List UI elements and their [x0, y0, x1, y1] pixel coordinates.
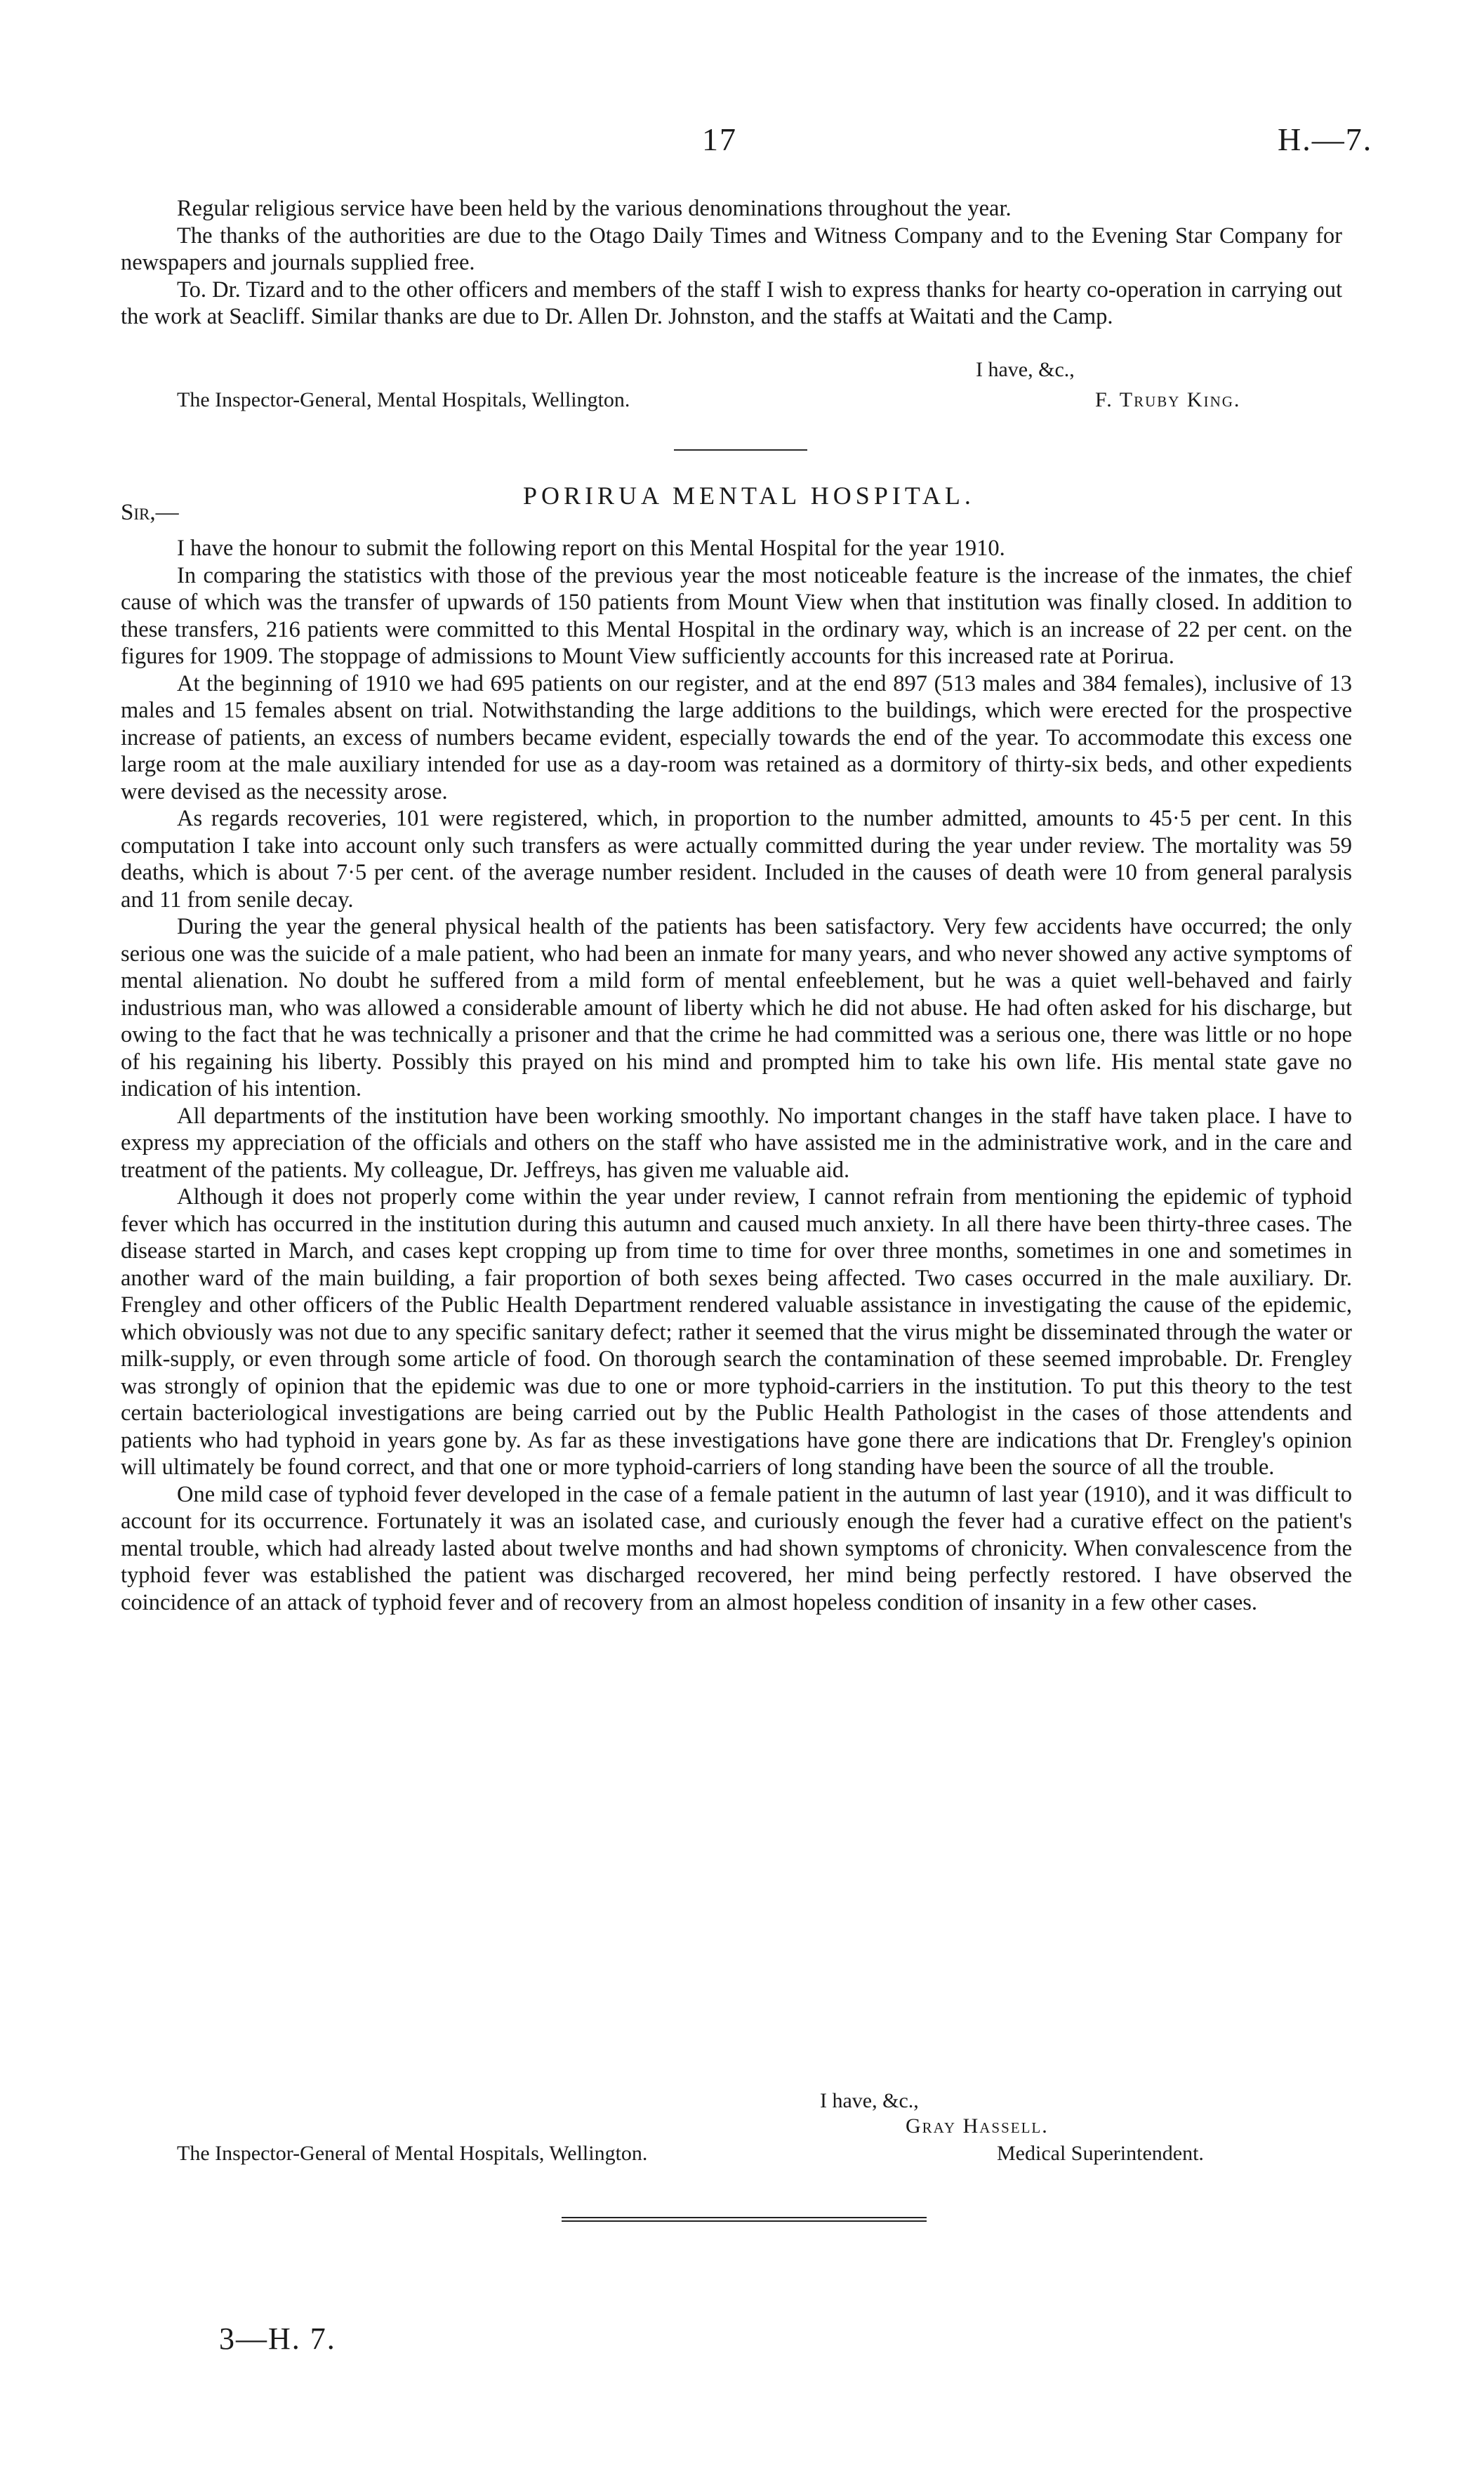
salutation: Sir,— [121, 500, 179, 525]
previous-report-text [121, 195, 1342, 331]
report-signature: Gray Hassell. [906, 2114, 1049, 2138]
report-paragraph: I have the honour to submit the following report on this Mental Hospital for the year 1910. [177, 536, 1005, 561]
signature-title: Medical Superintendent. [997, 2142, 1204, 2165]
previous-paragraph: To. Dr. Tizard and to the other officers and members of the staff I wish to express thanks for hearty co-operation in carrying out the work at Seacliff. Similar thanks are due to Dr. Allen Dr. Johnston, and the staffs at Waitati and the Camp. [121, 277, 1342, 329]
document-reference: H.—7. [1278, 121, 1373, 157]
page-number: 17 [702, 121, 737, 157]
report-paragraph: As regards recoveries, 101 were registered, which, in proportion to the number admitted, amounts to 45·5 per cent. In this computation I take into account only such transfers as were actually committed during the year under review. The mortality was 59 deaths, which is about 7·5 per cent. of the average number resident. Included in the causes of death were 10 from general paralysis and 11 from senile decay. [121, 806, 1352, 913]
previous-closing: I have, &c., [976, 358, 1075, 381]
end-rule [562, 2217, 927, 2221]
previous-signature: F. Truby King. [1095, 388, 1241, 411]
report-addressee: The Inspector-General of Mental Hospitals, Wellington. [177, 2142, 648, 2165]
printer-signature-mark: 3—H. 7. [219, 2321, 336, 2356]
report-title: PORIRUA MENTAL HOSPITAL. [523, 482, 975, 510]
report-body [121, 535, 1352, 1616]
report-paragraph: One mild case of typhoid fever developed in the case of a female patient in the autumn of last year (1910), and it was difficult to account for its occurrence. Fortunately it was an isolated case, and curiously enough the fever had a curative effect on the patient's mental trouble, which had already lasted about twelve months and had shown symptoms of chronicity. When convalescence from the typhoid fever was established the patient was discharged recovered, her mind being perfectly restored. I have observed the coincidence of an attack of typhoid fever and of recovery from an almost hopeless condition of insanity in a few other cases. [121, 1481, 1352, 1615]
report-paragraph: At the beginning of 1910 we had 695 patients on our register, and at the end 897 (513 males and 384 females), inclusive of 13 males and 15 females absent on trial. Notwithstanding the large additions to the buildings, which were erected for the prospective increase of patients, an excess of numbers became evident, especially towards the end of the year. To accommodate this excess one large room at the male auxiliary intended for use as a day-room was retained as a dormitory of thirty-six beds, and other expedients were devised as the necessity arose. [121, 670, 1352, 804]
report-paragraph: During the year the general physical health of the patients has been satisfactory. Very few accidents have occurred; the only serious one was the suicide of a male patient, who had been an inmate for many years, and who never showed any active symptoms of mental alienation. No doubt he suffered from a mild form of mental enfeeblement, but he was a quiet well-behaved and fairly industrious man, who was allowed a considerable amount of liberty which he did not abuse. He had often asked for his discharge, but owing to the fact that he was technically a prisoner and that the crime he had committed was a serious one, there was little or no hope of his regaining his liberty. Possibly this prayed on his mind and prompted him to take his own life. His mental state gave no indication of his intention. [121, 914, 1352, 1101]
previous-addressee: The Inspector-General, Mental Hospitals, Wellington. [177, 388, 630, 411]
report-paragraph: Although it does not properly come within the year under review, I cannot refrain from mentioning the epidemic of typhoid fever which has occurred in the institution during this autumn and caused much anxiety. In all there have been thirty-three cases. The disease started in March, and cases kept cropping up from time to time for over three months, sometimes in one and sometimes in another ward of the main building, a fair proportion of both sexes being affected. Two cases occurred in the male auxiliary. Dr. Frengley and other officers of the Public Health Department rendered valuable assistance in investigating the cause of the epidemic, which obviously was not due to any specific sanitary defect; rather it seemed that the virus might be disseminated through the water or milk-supply, or even through some article of food. On thorough search the contamination of these seemed improbable. Dr. Frengley was strongly of opinion that the epidemic was due to one or more typhoid-carriers in the institution. To put this theory to the test certain bacteriological investigations are being carried out by the Public Health Pathologist in the cases of those attendents and patients who had typhoid in years gone by. As far as these investigations have gone there are indications that Dr. Frengley's opinion will ultimately be found correct, and that one or more typhoid-carriers of long standing have been the source of all the trouble. [121, 1184, 1352, 1480]
previous-paragraph: Regular religious service have been held by the various denominations throughout the year. [177, 196, 1012, 221]
report-closing: I have, &c., [820, 2089, 919, 2112]
report-paragraph: All departments of the institution have been working smoothly. No important changes in the staff have taken place. I have to express my appreciation of the officials and others on the staff who have assisted me in the administrative work, and in the care and treatment of the patients. My colleague, Dr. Jeffreys, has given me valuable aid. [121, 1103, 1352, 1183]
section-divider [674, 449, 807, 451]
previous-paragraph: The thanks of the authorities are due to the Otago Daily Times and Witness Company and to the Evening Star Company for newspapers and journals supplied free. [121, 223, 1342, 275]
report-paragraph: In comparing the statistics with those of the previous year the most noticeable feature is the increase of the inmates, the chief cause of which was the transfer of upwards of 150 patients from Mount View when that institution was finally closed. In addition to these transfers, 216 patients were committed to this Mental Hospital in the ordinary way, which is an increase of 22 per cent. on the figures for 1909. The stoppage of admissions to Mount View sufficiently accounts for this increased rate at Porirua. [121, 562, 1352, 669]
